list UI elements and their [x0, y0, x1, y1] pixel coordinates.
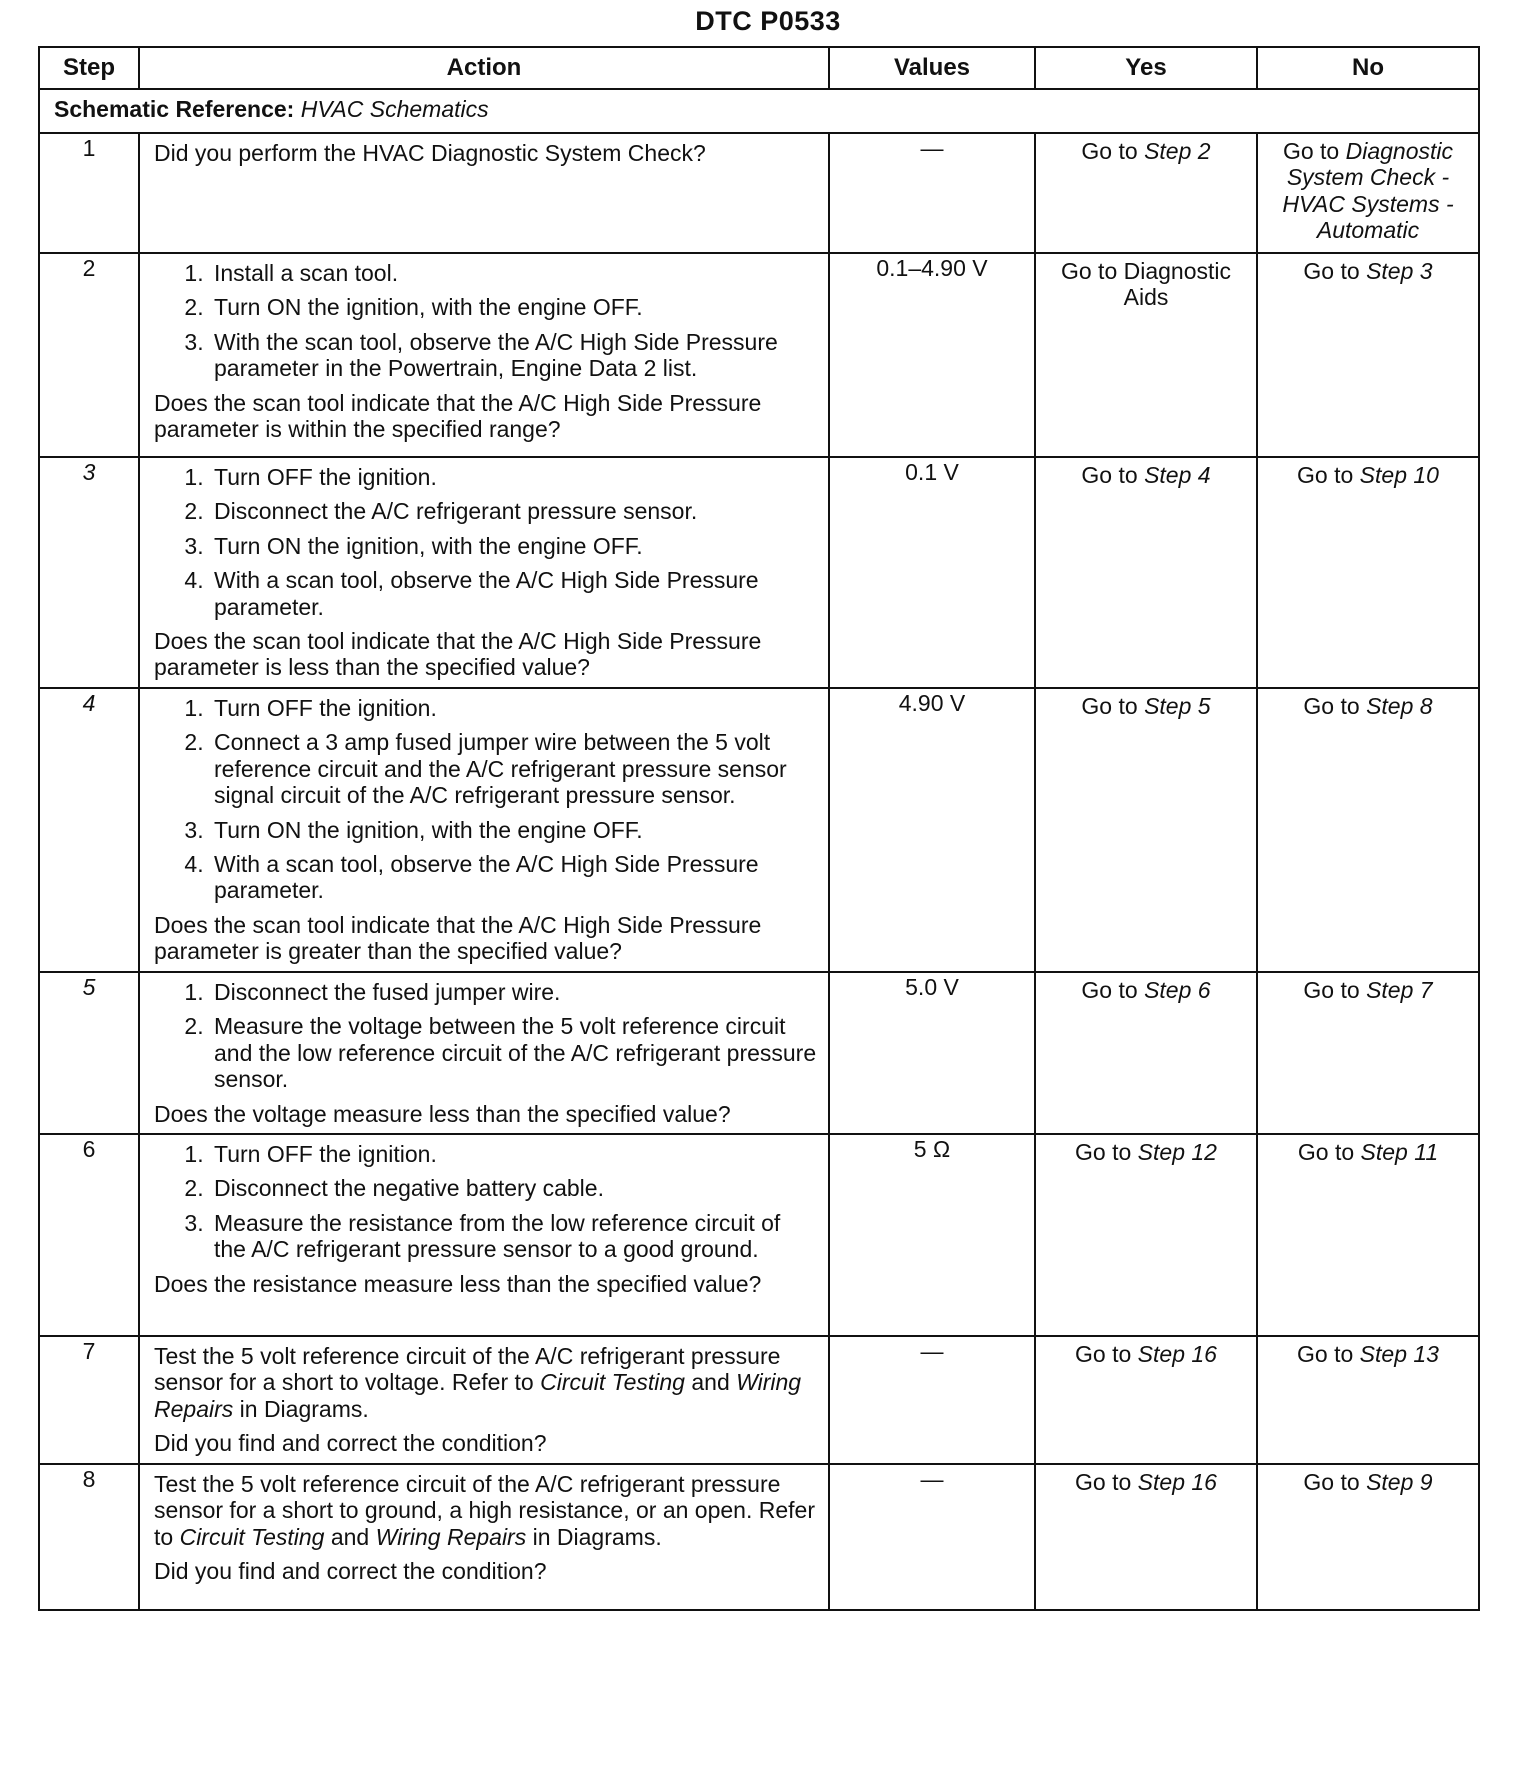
action-question: Did you find and correct the condition?: [154, 1558, 547, 1584]
no-step-ref: Step 8: [1366, 692, 1433, 719]
action-item: 1. Disconnect the fused jumper wire.: [210, 979, 818, 1005]
action-text-part: Test the 5 volt reference circuit of the A/C refrigerant pressure sensor for a short to ground, a high resistance, or an open. Refer to: [154, 1470, 815, 1550]
no-step-ref: Step 10: [1359, 461, 1439, 488]
action-item: 2. Disconnect the A/C refrigerant pressure sensor.: [210, 498, 818, 524]
step-number: 7: [39, 1336, 139, 1464]
action-question: Did you find and correct the condition?: [154, 1430, 547, 1457]
no-cell: [1257, 133, 1479, 253]
action-question: Does the scan tool indicate that the A/C High Side Pressure parameter is greater than the specified value?: [154, 911, 762, 965]
action-item: 3. Turn ON the ignition, with the engine OFF.: [210, 817, 818, 843]
no-cell: [1257, 1134, 1479, 1336]
action-item: 1. Turn OFF the ignition.: [210, 695, 818, 721]
yes-cell: [1035, 1134, 1257, 1336]
value-cell: 0.1–4.90 V: [829, 253, 1035, 457]
circuit-testing-ref: Circuit Testing: [179, 1523, 325, 1550]
action-cell: [139, 688, 829, 972]
no-prefix: Go to: [1303, 976, 1367, 1003]
step-number: 6: [39, 1134, 139, 1336]
yes-step-ref: Step 16: [1137, 1468, 1217, 1495]
header-no: No: [1257, 47, 1479, 89]
no-step-ref: Diagnostic System Check - HVAC Systems - Automatic: [1282, 138, 1454, 244]
action-text-part: Test the 5 volt reference circuit of the A/C refrigerant pressure sensor for a short to voltage. Refer to: [154, 1342, 781, 1396]
action-item: 3. With the scan tool, observe the A/C High Side Pressure parameter in the Powertrain, Engine Data 2 list.: [210, 329, 818, 382]
action-text-part: in Diagrams.: [526, 1523, 662, 1550]
step-number: [39, 457, 139, 688]
action-cell: [139, 1336, 829, 1464]
yes-cell: [1035, 457, 1257, 688]
yes-prefix: Go to: [1081, 976, 1145, 1003]
no-prefix: Go to: [1297, 1138, 1361, 1165]
yes-prefix: Go to: [1081, 461, 1145, 488]
yes-cell: [1035, 972, 1257, 1134]
action-cell: [139, 457, 829, 688]
action-question: Does the scan tool indicate that the A/C High Side Pressure parameter is less than the specified value?: [154, 627, 762, 681]
schematic-reference-link: HVAC Schematics: [300, 96, 489, 122]
table-row: [39, 253, 1479, 457]
yes-cell: [1035, 1336, 1257, 1464]
action-question: Does the voltage measure less than the specified value?: [154, 1100, 731, 1127]
yes-cell: [1035, 133, 1257, 253]
no-prefix: Go to: [1297, 461, 1360, 488]
yes-prefix: Go to: [1081, 138, 1145, 164]
yes-cell: [1035, 1464, 1257, 1610]
yes-step-ref: Step 2: [1144, 138, 1211, 164]
step-number-text: 5: [82, 973, 96, 1000]
step-number: [39, 972, 139, 1134]
no-cell: [1257, 1464, 1479, 1610]
value-cell: 5.0 V: [829, 972, 1035, 1134]
action-item: 4. With a scan tool, observe the A/C High Side Pressure parameter.: [210, 851, 818, 904]
action-list: [154, 1141, 818, 1263]
action-item: 2. Turn ON the ignition, with the engine OFF.: [210, 294, 818, 320]
value-cell: —: [829, 1464, 1035, 1610]
yes-prefix: Go to: [1075, 1138, 1138, 1165]
action-item: 4. With a scan tool, observe the A/C High Side Pressure parameter.: [210, 567, 818, 620]
action-text-part: and: [324, 1523, 376, 1550]
action-list: [154, 979, 818, 1093]
yes-cell: Go to Diagnostic Aids: [1035, 253, 1257, 457]
page-title: DTC P0533: [695, 6, 841, 36]
action-cell: [139, 133, 829, 253]
wiring-repairs-ref: Wiring Repairs: [154, 1369, 802, 1422]
yes-cell: [1035, 688, 1257, 972]
action-list: [154, 464, 818, 620]
yes-step-ref: Step 4: [1144, 461, 1211, 488]
value-cell: 0.1 V: [829, 457, 1035, 688]
value-cell: 5 Ω: [829, 1134, 1035, 1336]
action-item: 2. Measure the voltage between the 5 volt reference circuit and the low reference circuit of the A/C refrigerant pressure sensor.: [210, 1013, 818, 1092]
action-text: [154, 1343, 818, 1422]
no-prefix: Go to: [1282, 138, 1346, 164]
step-number: 8: [39, 1464, 139, 1610]
table-row: [39, 1464, 1479, 1610]
action-list: [154, 260, 818, 382]
step-number: 2: [39, 253, 139, 457]
schematic-reference: [39, 89, 1479, 133]
no-step-ref: Step 13: [1359, 1340, 1439, 1367]
no-prefix: Go to: [1303, 257, 1367, 284]
no-cell: [1257, 253, 1479, 457]
no-cell: [1257, 688, 1479, 972]
action-text-part: in Diagrams.: [233, 1395, 369, 1422]
yes-step-ref: Step 16: [1137, 1340, 1217, 1367]
value-cell: —: [829, 1336, 1035, 1464]
action-cell: [139, 1464, 829, 1610]
value-cell: 4.90 V: [829, 688, 1035, 972]
no-step-ref: Step 3: [1366, 257, 1433, 284]
table-row: [39, 457, 1479, 688]
value-cell: —: [829, 133, 1035, 253]
action-item: 2. Disconnect the negative battery cable.: [210, 1175, 818, 1201]
yes-prefix: Go to: [1081, 692, 1145, 719]
action-item: 3. Turn ON the ignition, with the engine OFF.: [210, 533, 818, 559]
header-values: Values: [829, 47, 1035, 89]
wiring-repairs-ref: Wiring Repairs: [375, 1523, 527, 1550]
no-cell: [1257, 457, 1479, 688]
action-cell: [139, 1134, 829, 1336]
circuit-testing-ref: Circuit Testing: [540, 1369, 685, 1396]
schematic-reference-label: Schematic Reference:: [54, 96, 295, 122]
no-prefix: Go to: [1303, 1468, 1367, 1495]
table-row: [39, 1134, 1479, 1336]
no-prefix: Go to: [1303, 692, 1367, 719]
step-number: 1: [39, 133, 139, 253]
header-step: Step: [39, 47, 139, 89]
step-number-text: 3: [82, 458, 96, 485]
step-number-text: 4: [82, 689, 96, 716]
action-cell: [139, 972, 829, 1134]
table-row: [39, 1336, 1479, 1464]
action-item: 1. Turn OFF the ignition.: [210, 1141, 818, 1167]
action-question: Does the resistance measure less than the specified value?: [154, 1270, 762, 1297]
schematic-reference-row: [39, 89, 1479, 133]
table-row: [39, 972, 1479, 1134]
header-yes: Yes: [1035, 47, 1257, 89]
action-cell: [139, 253, 829, 457]
header-action: Action: [139, 47, 829, 89]
table-row: [39, 688, 1479, 972]
action-item: 1. Install a scan tool.: [210, 260, 818, 286]
no-cell: [1257, 1336, 1479, 1464]
no-cell: [1257, 972, 1479, 1134]
no-prefix: Go to: [1297, 1340, 1360, 1367]
table-header-row: [39, 47, 1479, 89]
yes-step-ref: Step 12: [1137, 1138, 1217, 1165]
step-number: [39, 688, 139, 972]
action-text-part: and: [684, 1369, 737, 1396]
action-item: 1. Turn OFF the ignition.: [210, 464, 818, 490]
action-question: Did you perform the HVAC Diagnostic System Check?: [154, 140, 706, 166]
no-step-ref: Step 7: [1366, 976, 1433, 1003]
yes-step-ref: Step 5: [1144, 692, 1211, 719]
diagnostic-table: [38, 46, 1480, 1611]
yes-prefix: Go to: [1075, 1468, 1138, 1495]
action-text: [154, 1471, 818, 1550]
yes-step-ref: Step 6: [1144, 976, 1211, 1003]
action-item: 3. Measure the resistance from the low reference circuit of the A/C refrigerant pressure sensor to a good ground.: [210, 1210, 818, 1263]
yes-prefix: Go to: [1075, 1340, 1138, 1367]
action-question: Does the scan tool indicate that the A/C High Side Pressure parameter is within the specified range?: [154, 389, 762, 442]
no-step-ref: Step 9: [1366, 1468, 1433, 1495]
table-row: [39, 133, 1479, 253]
action-item: 2. Connect a 3 amp fused jumper wire between the 5 volt reference circuit and the A/C refrigerant pressure sensor signal circuit of the A/C refrigerant pressure sensor.: [210, 729, 818, 808]
action-list: [154, 695, 818, 904]
no-step-ref: Step 11: [1360, 1138, 1439, 1165]
